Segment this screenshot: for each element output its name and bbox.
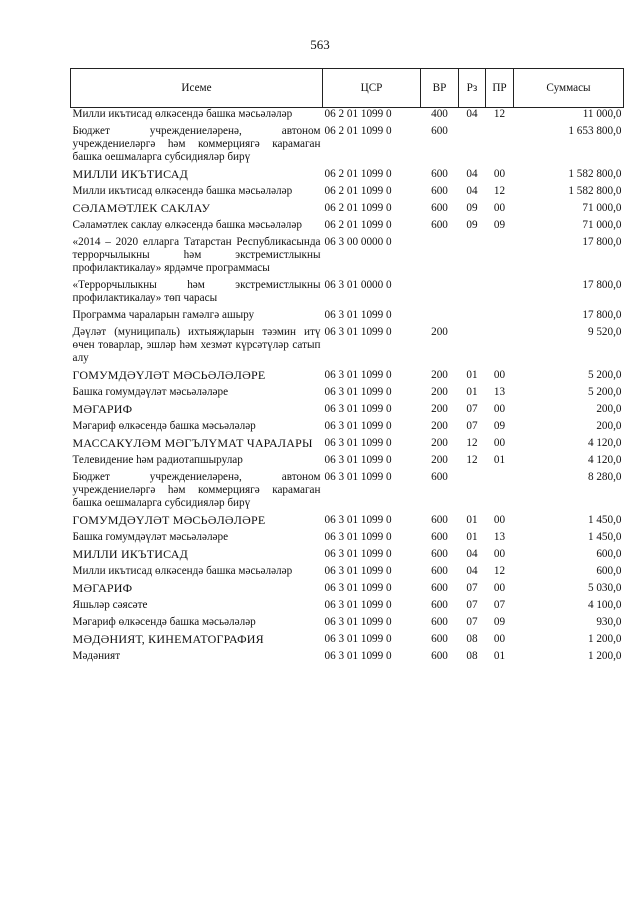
cell-rz [459, 121, 486, 164]
table-row [71, 629, 624, 646]
cell-sum: 71 000,0 [582, 219, 622, 231]
cell-pr: 07 [493, 599, 506, 611]
cell-sum: 4 120,0 [587, 437, 622, 449]
cell-sum: 200,0 [596, 403, 622, 415]
table-row [71, 467, 624, 510]
table-row [71, 595, 624, 612]
cell-pr [486, 467, 514, 510]
table-row [71, 108, 624, 122]
cell-rz: 04 [466, 185, 478, 197]
cell-rz: 09 [466, 219, 478, 231]
cell-vr [421, 232, 459, 275]
cell-pr [486, 232, 514, 275]
cell-sum: 930,0 [596, 616, 622, 628]
cell-pr: 12 [493, 185, 506, 197]
column-header-csr: ЦСР [323, 69, 421, 108]
cell-sum: 1 653 800,0 [568, 125, 622, 137]
cell-csr: 06 2 01 1099 0 [324, 125, 392, 137]
cell-sum: 1 200,0 [587, 633, 622, 645]
table-row [71, 399, 624, 416]
cell-pr: 00 [493, 514, 506, 526]
cell-pr: 09 [493, 420, 506, 432]
cell-name: ГОМУМДӘҮЛӘТ МӘСЬӘЛӘЛӘРЕ [72, 368, 266, 382]
cell-sum: 1 582 800,0 [568, 185, 622, 197]
column-header-sum: Суммасы [514, 69, 624, 108]
cell-vr: 600 [431, 650, 448, 662]
cell-pr: 00 [493, 548, 506, 560]
table-row [71, 578, 624, 595]
table-row [71, 527, 624, 544]
cell-vr: 200 [431, 403, 448, 415]
cell-csr: 06 3 01 1099 0 [324, 565, 392, 577]
cell-vr: 600 [431, 168, 448, 180]
cell-pr: 12 [493, 565, 506, 577]
cell-name: «2014 – 2020 елларга Татарстан Республикасында террорчылыкны һәм экстремистлыкны профилактикалау» ярдәмче программасы [72, 236, 321, 274]
cell-pr: 09 [493, 219, 506, 231]
cell-sum: 1 450,0 [587, 531, 622, 543]
cell-vr: 600 [431, 202, 448, 214]
cell-pr: 09 [493, 616, 506, 628]
cell-name: МӘГАРИФ [72, 581, 133, 595]
cell-sum: 5 030,0 [587, 582, 622, 594]
cell-name: Мәгариф өлкәсендә башка мәсьәләләр [72, 616, 256, 628]
cell-pr: 13 [493, 386, 506, 398]
cell-rz: 07 [466, 403, 478, 415]
cell-csr: 06 3 01 1099 0 [324, 420, 392, 432]
cell-name: Мәдәният [72, 650, 121, 662]
cell-rz: 07 [466, 420, 478, 432]
cell-sum: 9 520,0 [587, 326, 622, 338]
cell-vr: 600 [431, 565, 448, 577]
cell-rz: 07 [466, 599, 478, 611]
cell-sum: 600,0 [596, 565, 622, 577]
cell-rz: 01 [466, 386, 478, 398]
table-row [71, 365, 624, 382]
cell-csr: 06 3 01 1099 0 [324, 548, 392, 560]
cell-name: Дәүләт (муниципаль) ихтыяҗларын тәэмин итү өчен товарлар, эшләр һәм хезмәт күрсәтүләр сатып алу [72, 326, 321, 364]
cell-name: Милли икътисад өлкәсендә башка мәсьәләләр [72, 565, 293, 577]
cell-vr: 200 [431, 437, 448, 449]
cell-pr [486, 275, 514, 305]
cell-rz [459, 467, 486, 510]
cell-rz [459, 275, 486, 305]
cell-name: МАССАКҮЛӘМ МӘГЪЛҮМАТ ЧАРАЛАРЫ [72, 436, 313, 450]
cell-sum: 17 800,0 [582, 279, 622, 291]
cell-sum: 11 000,0 [582, 108, 622, 120]
cell-vr: 200 [431, 326, 448, 338]
cell-vr: 400 [431, 108, 448, 120]
table-row [71, 305, 624, 322]
cell-rz: 07 [466, 582, 478, 594]
cell-vr: 600 [431, 471, 448, 483]
table-row [71, 164, 624, 181]
page-number: 563 [310, 37, 330, 52]
table-row [71, 382, 624, 399]
cell-rz: 12 [466, 437, 478, 449]
cell-sum: 1 200,0 [587, 650, 622, 662]
cell-csr: 06 3 01 1099 0 [324, 454, 392, 466]
cell-rz: 01 [466, 369, 478, 381]
cell-vr: 600 [431, 185, 448, 197]
cell-sum: 200,0 [596, 420, 622, 432]
cell-vr: 200 [431, 369, 448, 381]
cell-vr [421, 305, 459, 322]
cell-name: СӘЛАМӘТЛЕК САКЛАУ [72, 201, 211, 215]
table-row [71, 612, 624, 629]
cell-csr: 06 3 01 1099 0 [324, 471, 392, 483]
cell-pr: 01 [493, 454, 506, 466]
cell-sum: 17 800,0 [582, 236, 622, 248]
cell-vr: 200 [431, 386, 448, 398]
table-row [71, 121, 624, 164]
table-row [71, 275, 624, 305]
cell-rz: 01 [466, 514, 478, 526]
cell-csr: 06 3 01 1099 0 [324, 437, 392, 449]
cell-vr: 600 [431, 219, 448, 231]
cell-csr: 06 3 01 1099 0 [324, 326, 392, 338]
cell-pr: 00 [493, 582, 506, 594]
cell-csr: 06 3 01 1099 0 [324, 369, 392, 381]
table-row [71, 181, 624, 198]
cell-pr: 12 [493, 108, 506, 120]
cell-vr: 200 [431, 454, 448, 466]
cell-csr: 06 3 01 1099 0 [324, 650, 392, 662]
budget-table [70, 68, 624, 663]
cell-pr [486, 121, 514, 164]
cell-vr: 600 [431, 531, 448, 543]
cell-vr: 600 [431, 633, 448, 645]
cell-rz: 09 [466, 202, 478, 214]
column-header-vr: ВР [421, 69, 459, 108]
cell-rz: 04 [466, 548, 478, 560]
cell-name: МИЛЛИ ИКЪТИСАД [72, 547, 188, 561]
cell-pr: 00 [493, 202, 506, 214]
cell-csr: 06 3 01 1099 0 [324, 514, 392, 526]
cell-name: Яшьләр сәясәте [72, 599, 148, 611]
cell-name: Мәгариф өлкәсендә башка мәсьәләләр [72, 420, 256, 432]
cell-csr: 06 3 01 1099 0 [324, 309, 392, 321]
cell-rz [459, 305, 486, 322]
cell-rz: 04 [466, 168, 478, 180]
cell-name: «Террорчылыкны һәм экстремистлыкны профилактикалау» төп чарасы [72, 279, 321, 304]
table-row [71, 561, 624, 578]
cell-csr: 06 2 01 1099 0 [324, 108, 392, 120]
cell-name: Бюджет учреждениеләренә, автоном учреждениеләргә һәм коммерциягә карамаган башка оешмаларга субсидияләр бирү [72, 125, 321, 163]
cell-csr: 06 3 01 1099 0 [324, 616, 392, 628]
cell-name: Башка гомумдәүләт мәсьәләләре [72, 531, 229, 543]
cell-name: Башка гомумдәүләт мәсьәләләре [72, 386, 229, 398]
cell-name: Программа чараларын гамәлгә ашыру [72, 309, 255, 321]
cell-rz [459, 322, 486, 365]
table-row [71, 322, 624, 365]
cell-vr: 600 [431, 599, 448, 611]
cell-name: Сәламәтлек саклау өлкәсендә башка мәсьәләләр [72, 219, 302, 231]
cell-name: Телевидение һәм радиотапшырулар [72, 454, 243, 466]
cell-csr: 06 3 01 1099 0 [324, 386, 392, 398]
cell-pr [486, 322, 514, 365]
cell-vr: 600 [431, 514, 448, 526]
cell-pr [486, 305, 514, 322]
cell-name: МИЛЛИ ИКЪТИСАД [72, 167, 188, 181]
cell-name: Милли икътисад өлкәсендә башка мәсьәләләр [72, 185, 293, 197]
table-row [71, 416, 624, 433]
cell-pr: 00 [493, 403, 506, 415]
cell-csr: 06 3 01 1099 0 [324, 633, 392, 645]
cell-pr: 00 [493, 369, 506, 381]
cell-sum: 1 582 800,0 [568, 168, 622, 180]
cell-name: Бюджет учреждениеләренә, автоном учреждениеләргә һәм коммерциягә карамаган башка оешмаларга субсидияләр бирү [72, 471, 321, 509]
table-row [71, 510, 624, 527]
cell-csr: 06 3 01 1099 0 [324, 531, 392, 543]
table-row [71, 198, 624, 215]
cell-name: МӘДӘНИЯТ, КИНЕМАТОГРАФИЯ [72, 632, 264, 646]
cell-csr: 06 3 01 1099 0 [324, 599, 392, 611]
cell-sum: 1 450,0 [587, 514, 622, 526]
cell-rz: 04 [466, 108, 478, 120]
cell-name: МӘГАРИФ [72, 402, 133, 416]
cell-csr: 06 2 01 1099 0 [324, 185, 392, 197]
cell-vr [421, 275, 459, 305]
cell-vr: 600 [431, 548, 448, 560]
cell-sum: 5 200,0 [587, 386, 622, 398]
cell-name: ГОМУМДӘҮЛӘТ МӘСЬӘЛӘЛӘРЕ [72, 513, 266, 527]
cell-csr: 06 2 01 1099 0 [324, 168, 392, 180]
cell-csr: 06 2 01 1099 0 [324, 202, 392, 214]
cell-vr: 600 [431, 125, 448, 137]
cell-sum: 8 280,0 [587, 471, 622, 483]
cell-csr: 06 2 01 1099 0 [324, 219, 392, 231]
cell-rz: 07 [466, 616, 478, 628]
cell-pr: 01 [493, 650, 506, 662]
table-body [71, 108, 624, 664]
cell-vr: 600 [431, 616, 448, 628]
cell-rz: 12 [466, 454, 478, 466]
cell-sum: 600,0 [596, 548, 622, 560]
cell-csr: 06 3 00 0000 0 [324, 236, 392, 248]
table-row [71, 232, 624, 275]
table-row [71, 646, 624, 663]
column-header-name: Исеме [71, 69, 323, 108]
cell-sum: 4 100,0 [587, 599, 622, 611]
cell-pr: 00 [493, 633, 506, 645]
table-row [71, 450, 624, 467]
cell-csr: 06 3 01 1099 0 [324, 403, 392, 415]
cell-name: Милли икътисад өлкәсендә башка мәсьәләләр [72, 108, 293, 120]
cell-sum: 5 200,0 [587, 369, 622, 381]
cell-csr: 06 3 01 1099 0 [324, 582, 392, 594]
column-header-rz: Рз [459, 69, 486, 108]
cell-vr: 600 [431, 582, 448, 594]
cell-pr: 13 [493, 531, 506, 543]
cell-rz: 08 [466, 633, 478, 645]
table-row [71, 433, 624, 450]
cell-sum: 4 120,0 [587, 454, 622, 466]
cell-sum: 17 800,0 [582, 309, 622, 321]
table-row [71, 215, 624, 232]
cell-rz: 08 [466, 650, 478, 662]
cell-csr: 06 3 01 0000 0 [324, 279, 392, 291]
cell-vr: 200 [431, 420, 448, 432]
cell-pr: 00 [493, 168, 506, 180]
column-header-pr: ПР [486, 69, 514, 108]
cell-pr: 00 [493, 437, 506, 449]
cell-rz: 01 [466, 531, 478, 543]
cell-sum: 71 000,0 [582, 202, 622, 214]
table-row [71, 544, 624, 561]
cell-rz: 04 [466, 565, 478, 577]
cell-rz [459, 232, 486, 275]
table-header-row [71, 69, 624, 108]
